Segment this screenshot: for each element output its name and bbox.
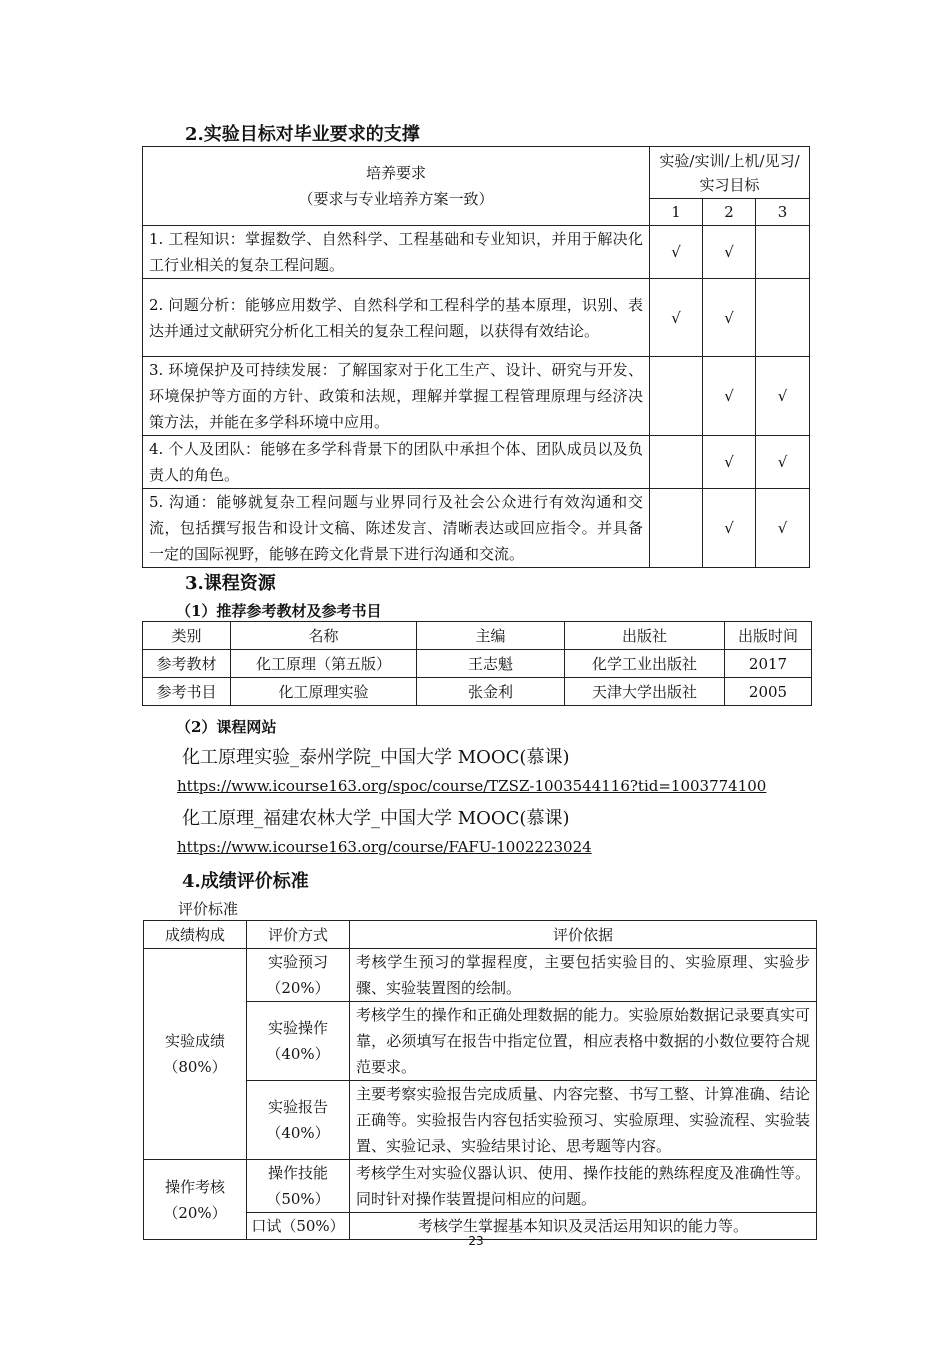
evaluation-basis: 考核学生对实验仪器认识、使用、操作技能的熟练程度及准确性等。同时针对操作装置提问相应的问题。 — [350, 1160, 817, 1213]
score-group-weight: （80%） — [163, 1058, 227, 1076]
method-weight: （50%） — [266, 1190, 330, 1208]
book-cell: 2005 — [725, 678, 812, 706]
method-label: 实验操作 — [267, 1019, 328, 1037]
method-weight: （40%） — [266, 1045, 330, 1063]
header-requirement-line1: 培养要求 — [365, 164, 426, 182]
evaluation-method: 口试（50%） — [247, 1213, 350, 1240]
website-1-name: 化工原理实验_泰州学院_中国大学 MOOC(慕课) — [182, 747, 570, 768]
check-mark: √ — [650, 226, 703, 279]
check-mark: √ — [650, 279, 703, 357]
book-cell: 化工原理（第五版） — [231, 650, 417, 678]
book-cell: 2017 — [725, 650, 812, 678]
books-header: 类别 — [143, 622, 231, 650]
evaluation-basis: 主要考察实验报告完成质量、内容完整、书写工整、计算准确、结论正确等。实验报告内容包括实验预习、实验原理、实验流程、实验装置、实验记录、实验结果讨论、思考题等内容。 — [350, 1081, 817, 1160]
website-2-link[interactable]: https://www.icourse163.org/course/FAFU-1002223024 — [177, 838, 592, 856]
website-subtitle: （2）课程网站 — [176, 718, 277, 736]
book-cell: 王志魁 — [417, 650, 565, 678]
method-label: 实验报告 — [267, 1098, 328, 1116]
evaluation-header: 成绩构成 — [144, 921, 247, 949]
requirement-text: 3. 环境保护及可持续发展：了解国家对于化工生产、设计、研究与开发、环境保护等方面的方针、政策和法规，理解并掌握工程管理原理与经济决策方法，并能在多学科环境中应用。 — [143, 357, 650, 436]
books-table — [142, 621, 812, 706]
method-weight: （20%） — [266, 979, 330, 997]
header-requirement-line2: （要求与专业培养方案一致） — [298, 190, 494, 208]
evaluation-header: 评价方式 — [247, 921, 350, 949]
score-group-label: 实验成绩 — [164, 1032, 225, 1050]
check-mark: √ — [756, 489, 810, 568]
evaluation-table — [143, 920, 817, 1240]
book-cell: 天津大学出版社 — [565, 678, 725, 706]
website-1-link[interactable]: https://www.icourse163.org/spoc/course/TZSZ-1003544116?tid=1003774100 — [177, 777, 767, 795]
book-cell: 参考书目 — [143, 678, 231, 706]
books-subtitle: （1）推荐参考教材及参考书目 — [176, 602, 382, 620]
section-4-title: 4.成绩评价标准 — [182, 871, 309, 892]
score-group-label: 操作考核 — [164, 1177, 225, 1196]
books-header: 出版时间 — [725, 622, 812, 650]
score-group-weight: （20%） — [163, 1203, 227, 1222]
goal-col-3: 3 — [756, 199, 810, 226]
book-cell: 化工原理实验 — [231, 678, 417, 706]
score-group-experiment — [144, 949, 247, 1160]
book-cell: 参考教材 — [143, 650, 231, 678]
evaluation-method — [247, 949, 350, 1002]
requirement-text: 1. 工程知识：掌握数学、自然科学、工程基础和专业知识，并用于解决化工行业相关的复杂工程问题。 — [143, 226, 650, 279]
check-mark: √ — [703, 357, 756, 436]
evaluation-basis: 考核学生掌握基本知识及灵活运用知识的能力等。 — [350, 1213, 817, 1240]
books-header: 主编 — [417, 622, 565, 650]
evaluation-basis: 考核学生预习的掌握程度，主要包括实验目的、实验原理、实验步骤、实验装置图的绘制。 — [350, 949, 817, 1002]
check-mark: √ — [756, 357, 810, 436]
support-table — [142, 146, 810, 568]
score-group-operation — [144, 1160, 247, 1240]
evaluation-method — [247, 1081, 350, 1160]
check-mark: √ — [756, 436, 810, 489]
check-mark — [756, 226, 810, 279]
check-mark: √ — [703, 279, 756, 357]
check-mark — [756, 279, 810, 357]
books-header: 名称 — [231, 622, 417, 650]
method-weight: （40%） — [266, 1124, 330, 1142]
evaluation-method — [247, 1160, 350, 1213]
section-2-title: 2.实验目标对毕业要求的支撑 — [185, 124, 420, 145]
check-mark — [650, 489, 703, 568]
requirement-text: 2. 问题分析：能够应用数学、自然科学和工程科学的基本原理，识别、表达并通过文献研究分析化工相关的复杂工程问题，以获得有效结论。 — [143, 279, 650, 357]
evaluation-caption: 评价标准 — [178, 900, 239, 918]
method-label: 实验预习 — [267, 953, 328, 971]
website-2-name: 化工原理_福建农林大学_中国大学 MOOC(慕课) — [182, 808, 570, 829]
header-requirement — [143, 147, 650, 226]
book-cell: 张金利 — [417, 678, 565, 706]
goal-col-2: 2 — [703, 199, 756, 226]
goal-col-1: 1 — [650, 199, 703, 226]
section-3-title: 3.课程资源 — [185, 573, 276, 594]
requirement-text: 5. 沟通：能够就复杂工程问题与业界同行及社会公众进行有效沟通和交流，包括撰写报告和设计文稿、陈述发言、清晰表达或回应指令。并具备一定的国际视野，能够在跨文化背景下进行沟通和交流。 — [143, 489, 650, 568]
check-mark: √ — [703, 226, 756, 279]
method-label: 操作技能 — [267, 1164, 328, 1182]
header-goal: 实验/实训/上机/见习/实习目标 — [650, 147, 810, 199]
check-mark — [650, 357, 703, 436]
requirement-text: 4. 个人及团队：能够在多学科背景下的团队中承担个体、团队成员以及负责人的角色。 — [143, 436, 650, 489]
books-header: 出版社 — [565, 622, 725, 650]
evaluation-basis: 考核学生的操作和正确处理数据的能力。实验原始数据记录要真实可靠，必须填写在报告中指定位置，相应表格中数据的小数位要符合规范要求。 — [350, 1002, 817, 1081]
check-mark — [650, 436, 703, 489]
page-number: 23 — [468, 1234, 484, 1248]
evaluation-header: 评价依据 — [350, 921, 817, 949]
check-mark: √ — [703, 436, 756, 489]
check-mark: √ — [703, 489, 756, 568]
evaluation-method — [247, 1002, 350, 1081]
book-cell: 化学工业出版社 — [565, 650, 725, 678]
